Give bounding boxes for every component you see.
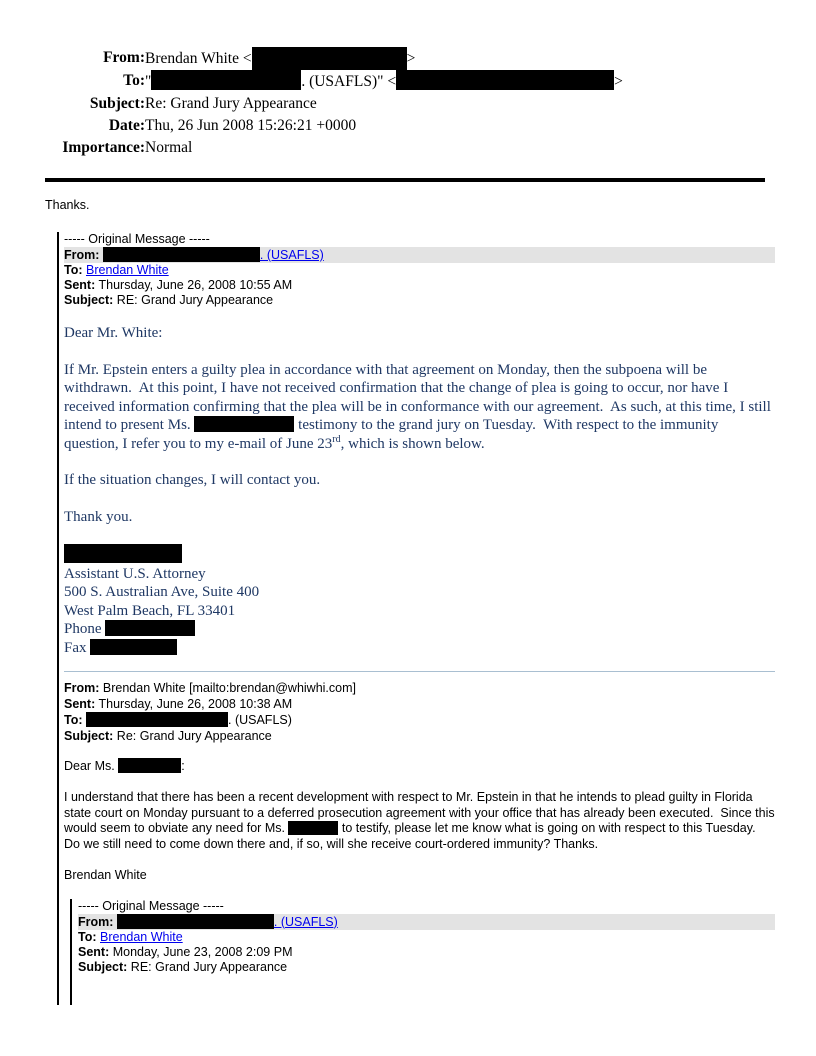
salutation-text: :: [181, 759, 185, 773]
quote1-subject-value: RE: Grand Jury Appearance: [116, 293, 274, 307]
quote3-subject-line: [78, 960, 775, 975]
header-separator-rule: [45, 178, 765, 182]
quote2-sent-line: [64, 697, 775, 713]
quote1-to-line: [64, 263, 775, 278]
quote3-sent-line: [78, 945, 775, 960]
paragraph: [64, 361, 775, 454]
importance-value: Normal: [145, 139, 193, 156]
redaction-bar: [86, 712, 228, 727]
original-message-separator: ----- Original Message -----: [78, 898, 224, 913]
header-row-importance: [45, 137, 623, 159]
original-message-separator: ----- Original Message -----: [64, 232, 210, 246]
quote1-from-label: From:: [64, 248, 100, 262]
phone-label: Phone: [64, 621, 106, 637]
date-value: Thu, 26 Jun 2008 15:26:21 +0000: [145, 117, 357, 134]
paragraph-text: I understand that there has been a recent development with respect to Mr. Epstein in that he intends to plead guilty in Florida state court on Monday pursuant to a deferred prosecution agreement with your office that has already been executed. Since this would seem to obviate any need for Ms.: [64, 790, 779, 835]
signature-fax-line: [64, 639, 775, 658]
to-mid: . (USAFLS)" <: [301, 73, 397, 90]
signature-address-1: 500 S. Australian Ave, Suite 400: [64, 584, 260, 600]
header-row-to: [45, 70, 623, 93]
quote2-body: [64, 758, 779, 883]
quote3-to-line: [78, 930, 775, 945]
message-header: [45, 47, 623, 159]
quote3-sent-value: Monday, June 23, 2008 2:09 PM: [112, 944, 293, 959]
quote2-sent-label: Sent:: [64, 696, 96, 711]
quote2-to-suffix: . (USAFLS): [228, 713, 292, 727]
quote1-sent-line: [64, 278, 775, 293]
paragraph-text: to testify, please let me know what is going on with respect to this Tuesday. Do we still need to come down there and, if so, will she receive court-ordered immunity? Thanks.: [64, 821, 763, 851]
redaction-bar: [396, 70, 614, 90]
signature-block: [64, 544, 775, 657]
redaction-bar: [64, 544, 182, 563]
paragraph-text: testimony to the grand jury on Tuesday. With respect to the immunity question, I refer you to my e-mail of June 23: [64, 417, 723, 452]
importance-label: Importance:: [62, 139, 145, 156]
signature-title: Assistant U.S. Attorney: [64, 565, 206, 582]
quote2-subject-value: Re: Grand Jury Appearance: [116, 728, 272, 743]
signature-address-2: West Palm Beach, FL 33401: [64, 602, 236, 619]
quote2-from-value: Brendan White [mailto:brendan@whiwhi.com]: [102, 681, 356, 695]
header-row-date: [45, 115, 623, 137]
to-label: To:: [123, 72, 145, 89]
quote2-header: [64, 681, 775, 744]
redaction-bar: [252, 47, 407, 70]
paragraph: [64, 790, 779, 852]
paragraph-text: If Mr. Epstein enters a guilty plea in accordance with that agreement on Monday, then the subpoena will be withdrawn. At this point, I have not received confirmation that the change of plea is going to occur, nor have I received information confirming that the plea will be in conformance with our agreement. As such, at this time, I still intend to present Ms.: [64, 361, 775, 433]
salutation: Dear Mr. White:: [64, 325, 163, 341]
subject-label: Subject:: [89, 95, 145, 112]
quote3-from-link[interactable]: . (USAFLS): [273, 914, 338, 929]
reply-note: Thanks.: [45, 198, 90, 212]
quote2-to-label: To:: [64, 713, 83, 727]
signoff: Brendan White: [64, 867, 147, 882]
quote1-to-link[interactable]: Brendan White: [86, 263, 169, 277]
redaction-bar: [118, 758, 181, 773]
date-label: Date:: [108, 117, 145, 134]
quote1-sent-label: Sent:: [64, 278, 96, 292]
from-value: [145, 47, 623, 70]
quote2-subject-line: [64, 729, 775, 745]
quoted-message-1: [57, 232, 779, 1005]
quote2-from-label: From:: [64, 681, 100, 695]
quote1-sent-value: Thursday, June 26, 2008 10:55 AM: [98, 278, 293, 292]
paragraph: If the situation changes, I will contact you.: [64, 472, 321, 488]
quote2-to-line: [64, 712, 775, 729]
superscript-ordinal: rd: [332, 433, 341, 445]
quote1-subject-line: [64, 293, 775, 308]
paragraph: Thank you.: [64, 508, 133, 525]
quote1-body: [64, 324, 775, 657]
redaction-bar: [194, 416, 294, 432]
quote2-divider-rule: [64, 671, 775, 672]
redaction-bar: [151, 70, 301, 90]
header-row-subject: [45, 93, 623, 115]
quote3-subject-label: Subject:: [78, 959, 128, 974]
quote1-from-link[interactable]: . (USAFLS): [259, 248, 324, 262]
from-sender-name: Brendan White <: [145, 50, 252, 67]
quoted-message-3: [70, 899, 775, 1005]
fax-label: Fax: [64, 639, 91, 656]
quote3-to-link[interactable]: Brendan White: [100, 929, 183, 944]
quote3-from-label: From:: [78, 914, 114, 929]
quote1-subject-label: Subject:: [64, 293, 114, 307]
quote3-to-label: To:: [78, 929, 97, 944]
salutation-text: Dear Ms.: [64, 759, 119, 773]
signature-name-line: [64, 544, 775, 565]
from-label: From:: [103, 49, 145, 66]
header-row-from: [45, 47, 623, 70]
from-suffix: >: [406, 50, 416, 67]
redaction-bar: [117, 914, 274, 929]
paragraph-text: , which is shown below.: [340, 435, 485, 452]
redaction-bar: [105, 620, 195, 636]
quote3-from-line: [78, 914, 775, 930]
redaction-bar: [288, 821, 338, 835]
quote2-from-line: [64, 681, 775, 697]
to-value: [145, 70, 623, 93]
salutation: [64, 758, 775, 775]
redaction-bar: [90, 639, 177, 655]
quote1-to-label: To:: [64, 263, 83, 277]
to-prefix: ": [145, 73, 152, 90]
subject-value: Re: Grand Jury Appearance: [145, 95, 317, 112]
redaction-bar: [103, 247, 260, 262]
signature-phone-line: [64, 620, 775, 639]
quote1-from-line: [64, 247, 775, 263]
quote3-subject-value: RE: Grand Jury Appearance: [130, 959, 288, 974]
quote2-subject-label: Subject:: [64, 728, 114, 743]
quote3-bottom-spacer: [78, 975, 775, 1005]
quote2-sent-value: Thursday, June 26, 2008 10:38 AM: [98, 696, 293, 711]
quote3-sent-label: Sent:: [78, 944, 110, 959]
to-suffix: >: [614, 73, 623, 90]
